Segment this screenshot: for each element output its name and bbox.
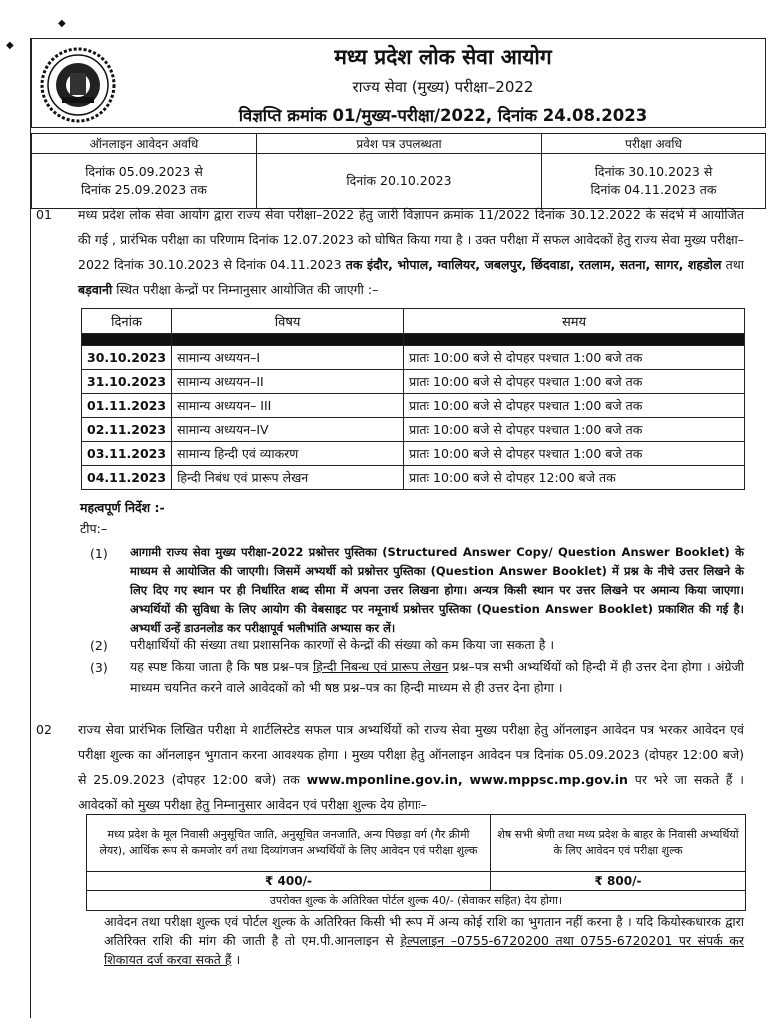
fee-amount-reserved: ₹ 400/- <box>87 872 491 891</box>
row-time: प्रातः 10:00 बजे से दोपहर पश्चात 1:00 बजे तक <box>404 442 745 466</box>
tip-label: टीप:– <box>80 521 108 536</box>
row-time: प्रातः 10:00 बजे से दोपहर पश्चात 1:00 बजे तक <box>404 346 745 370</box>
note-1-body: आगामी राज्य सेवा मुख्य परीक्षा-2022 प्रश्नोत्तर पुस्तिका (Structured Answer Copy/ Question Answer Booklet) के माध्यम से आयोजित की जाएगी। जिसमें अभ्यर्थी को प्रश्नोत्तर पुस्तिका (Question Answer Booklet) में प्रश्न के नीचे उत्तर लिखने के लिए दिए गए स्थान पर ही निर्धारित शब्द सीमा में अपना उत्तर लिखना होगा। अन्यत्र किसी स्थान पर उत्तर लिखने पर अमान्य किया जाएगा। अभ्यर्थियों की सुविधा के लिए आयोग की वेबसाइट पर नमूनार्थ प्रश्नोत्तर पुस्तिका (Question Answer Booklet) प्रकाशित की गई है। अभ्यर्थी उन्हें डाउनलोड कर परीक्षापूर्व भलीभांति अभ्यास कर लें। <box>130 545 744 635</box>
row-date: 04.11.2023 <box>82 466 172 490</box>
table-row <box>82 370 745 394</box>
letterhead <box>31 38 766 128</box>
portal-fee-note: उपरोक्त शुल्क के अतिरिक्त पोर्टल शुल्क 40/- (सेवाकर सहित) देय होगा। <box>87 891 746 911</box>
note-3-text <box>130 656 744 698</box>
online-end: दिनांक 25.09.2023 तक <box>81 182 207 197</box>
scan-mark: ◆ <box>6 40 14 51</box>
row-time: प्रातः 10:00 बजे से दोपहर 12:00 बजे तक <box>404 466 745 490</box>
fee-table <box>86 814 746 911</box>
note-1-text <box>130 543 744 638</box>
table-row <box>82 394 745 418</box>
table-row <box>82 442 745 466</box>
schedule-table <box>31 133 766 209</box>
exam-period-cell <box>542 154 766 209</box>
note-3-post: प्रश्न–पत्र सभी अभ्यर्थियों को हिन्दी में ही उत्तर देना होगा । अंग्रेजी माध्यम चयनित करने वाले आवेदकों को भी षष्ठ प्रश्न–पत्र का हिन्दी माध्यम से ही उत्तर देना होगा । <box>130 659 744 695</box>
row-time: प्रातः 10:00 बजे से दोपहर पश्चात 1:00 बजे तक <box>404 370 745 394</box>
para-2-body: राज्य सेवा प्रारंभिक लिखित परीक्षा मे शार्टलिस्टेड सफल पात्र अभ्यर्थियों को राज्य सेवा मुख्य परीक्षा हेतु ऑनलाइन आवेदन पत्र भरकर आवेदन एवं परीक्षा शुल्क का ऑनलाइन भुगतान करना आवश्यक होगा । मुख्य परीक्षा हेतु ऑनलाइन आवेदन पत्र दिनांक 05.09.2023 (दोपहर 12:00 बजे) से 25.09.2023 (दोपहर 12:00 बजे) तक <box>78 722 744 787</box>
row-subject: सामान्य अध्ययन–IV <box>172 418 404 442</box>
note-number: (3) <box>90 660 108 675</box>
note-number: (1) <box>90 546 108 561</box>
row-date: 31.10.2023 <box>82 370 172 394</box>
exam-start: दिनांक 30.10.2023 से <box>594 164 713 179</box>
para-1-city2: बड़वानी <box>78 282 113 297</box>
row-time: प्रातः 10:00 बजे से दोपहर पश्चात 1:00 बजे तक <box>404 418 745 442</box>
note-3-paper-name: हिन्दी निबन्ध एवं प्रारूप लेखन <box>312 659 449 674</box>
notice-number: विज्ञप्ति क्रमांक 01/मुख्य-परीक्षा/2022, दिनांक 24.08.2023 <box>238 106 648 125</box>
table-row <box>82 418 745 442</box>
note-number: (2) <box>90 638 108 653</box>
exam-subtitle: राज्य सेवा (मुख्य) परीक्षा–2022 <box>352 78 534 96</box>
table-row <box>82 346 745 370</box>
mppsc-link[interactable]: www.mppsc.mp.gov.in <box>469 772 628 787</box>
online-start: दिनांक 05.09.2023 से <box>85 164 203 179</box>
row-subject: सामान्य अध्ययन– III <box>172 394 404 418</box>
page-title: मध्य प्रदेश लोक सेवा आयोग <box>334 45 552 69</box>
note-2-text: परीक्षार्थियों की संख्या तथा प्रशासनिक कारणों से केन्द्रों की संख्या को कम किया जा सकता है । <box>130 637 555 652</box>
para-1-tail: स्थित परीक्षा केन्द्रों पर निम्नानुसार आयोजित की जाएगी :– <box>116 282 379 297</box>
col-time: समय <box>404 309 745 334</box>
note-3-pre: यह स्पष्ट किया जाता है कि षष्ठ प्रश्न–पत्र <box>130 659 309 674</box>
para-number: 01 <box>36 207 52 222</box>
helpline-contact: हेल्पलाइन –0755-6720200 तथा 0755-6720201 पर संपर्क कर शिकायत दर्ज करवा सकते हैं <box>104 933 745 967</box>
scan-mark: ◆ <box>58 18 66 29</box>
online-period-cell <box>32 154 257 209</box>
row-date: 01.11.2023 <box>82 394 172 418</box>
row-date: 30.10.2023 <box>82 346 172 370</box>
mponline-link[interactable]: www.mponline.gov.in, <box>306 772 463 787</box>
col-date: दिनांक <box>82 309 172 334</box>
row-date: 02.11.2023 <box>82 418 172 442</box>
para-1-body: मध्य प्रदेश लोक सेवा आयोग द्वारा राज्य सेवा परीक्षा–2022 हेतु जारी विज्ञापन क्रमांक 11/2022 दिनांक 30.12.2022 के संदर्भ में आयोजित की गई , प्रारंभिक परीक्षा का परिणाम दिनांक 12.07.2023 को घोषित किया गया है । उक्त परीक्षा में सफल आवेदकों हेतु राज्य सेवा मुख्य परीक्षा–2022 दिनांक 30.10.2023 से दिनांक 04.11.2023 <box>78 207 744 272</box>
row-subject: हिन्दी निबंध एवं प्रारूप लेखन <box>172 466 404 490</box>
header-online-period: ऑनलाइन आवेदन अवधि <box>32 134 257 154</box>
para-number: 02 <box>36 722 52 737</box>
row-subject: सामान्य हिन्दी एवं व्याकरण <box>172 442 404 466</box>
para-2-tail: पर भरे जा सकते हैं । आवेदकों को मुख्य परीक्षा हेतु निम्नानुसार आवेदन एवं परीक्षा शुल्क देय होगाः– <box>78 772 744 812</box>
closing-text <box>104 912 744 969</box>
para-1-text <box>78 202 744 302</box>
para-1-cities: तक इंदौर, भोपाल, ग्वालियर, जबलपुर, छिंदवाडा, रतलाम, सतना, सागर, शहडोल <box>345 257 722 272</box>
row-date: 03.11.2023 <box>82 442 172 466</box>
closing-end: । <box>235 952 241 967</box>
table-row <box>82 466 745 490</box>
row-time: प्रातः 10:00 बजे से दोपहर पश्चात 1:00 बजे तक <box>404 394 745 418</box>
closing-body: आवेदन तथा परीक्षा शुल्क एवं पोर्टल शुल्क के अतिरिक्त किसी भी रूप में अन्य कोई राशि का भुगतान नहीं करना है । यदि कियोस्कधारक द्वारा अतिरिक्त राशि की मांग की जाती है तो एम.पी.आनलाइन से <box>104 914 744 948</box>
exam-end: दिनांक 04.11.2023 तक <box>590 182 717 197</box>
exam-timetable <box>81 308 745 490</box>
para-2-text <box>78 717 744 817</box>
header-exam-period: परीक्षा अवधि <box>542 134 766 154</box>
fee-category-reserved: मध्य प्रदेश के मूल निवासी अनुसूचित जाति, अनुसूचित जनजाति, अन्य पिछड़ा वर्ग (गैर क्रीमी लेयर), आर्थिक रूप से कमजोर वर्ग तथा दिव्यांगजन अभ्यर्थियों के लिए आवेदन एवं परीक्षा शुल्क <box>87 815 491 872</box>
fee-category-general: शेष सभी श्रेणी तथा मध्य प्रदेश के बाहर के निवासी अभ्यर्थियों के लिए आवेदन एवं परीक्षा शुल्क <box>491 815 746 872</box>
row-subject: सामान्य अध्ययन–II <box>172 370 404 394</box>
mppsc-emblem-icon <box>40 47 116 123</box>
important-notes-heading: महत्वपूर्ण निर्देश :- <box>80 500 165 515</box>
para-1-mid: तथा <box>725 257 744 272</box>
admit-date: दिनांक 20.10.2023 <box>257 154 542 209</box>
header-admit-card: प्रवेश पत्र उपलब्धता <box>257 134 542 154</box>
col-subject: विषय <box>172 309 404 334</box>
fee-amount-general: ₹ 800/- <box>491 872 746 891</box>
row-subject: सामान्य अध्ययन–I <box>172 346 404 370</box>
